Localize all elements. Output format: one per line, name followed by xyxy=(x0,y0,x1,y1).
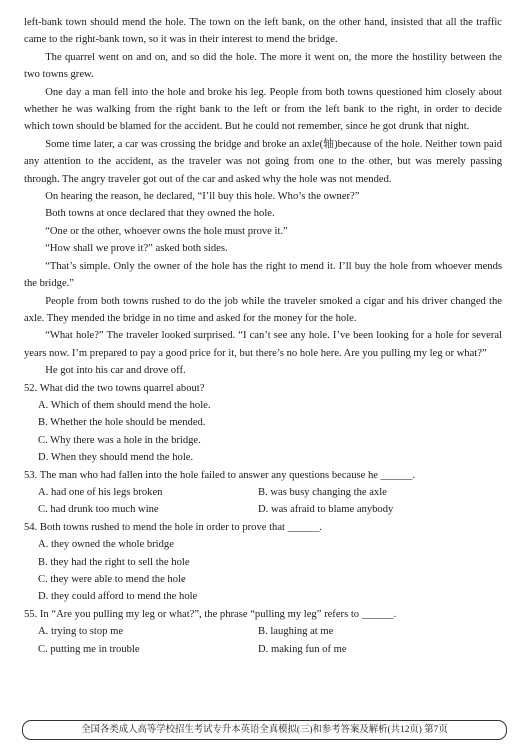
question-52 xyxy=(24,380,502,467)
answer-option: B. was busy changing the axle xyxy=(258,486,387,498)
passage-paragraph: He got into his car and drove off. xyxy=(45,365,186,377)
options-row xyxy=(24,484,502,501)
passage-paragraph: “That’s simple. Only the owner of the hole has the right to mend it. I’ll buy the hole from whoever mends the bridge.” xyxy=(24,260,502,290)
answer-option: D. they could afford to mend the hole xyxy=(38,591,198,603)
passage-paragraph: The quarrel went on and on, and so did the hole. The more it went on, the more the hostility between the two towns grew. xyxy=(24,51,502,81)
answer-option: C. putting me in trouble xyxy=(38,643,140,655)
exam-page xyxy=(24,14,502,658)
question-55 xyxy=(24,606,502,658)
question-stem: 55. In “Are you pulling my leg or what?”, the phrase “pulling my leg” refers to ______. xyxy=(24,608,397,620)
answer-option: A. trying to stop me xyxy=(38,626,124,638)
answer-option: B. they had the right to sell the hole xyxy=(38,556,190,568)
passage-paragraph: People from both towns rushed to do the job while the traveler smoked a cigar and his driver changed the axle. They mended the bridge in no time and asked for the money for the hole. xyxy=(24,295,502,324)
answer-option: A. Which of them should mend the hole. xyxy=(38,399,211,411)
question-stem: 53. The man who had fallen into the hole failed to answer any questions because he ______. xyxy=(24,469,416,481)
answer-option: A. had one of his legs broken xyxy=(38,486,163,498)
options-row xyxy=(24,641,502,658)
passage-paragraph: Both towns at once declared that they owned the hole. xyxy=(45,208,275,220)
page-footer: 全国各类成人高等学校招生考试专升本英语全真模拟(三)和参考答案及解析(共12页) 第7页 xyxy=(22,720,507,740)
passage-paragraph: “One or the other, whoever owns the hole must prove it.” xyxy=(45,225,288,237)
passage-paragraph: “How shall we prove it?” asked both sides. xyxy=(45,243,228,255)
answer-option: D. was afraid to blame anybody xyxy=(258,504,394,516)
answer-option: A. they owned the whole bridge xyxy=(38,539,174,551)
passage-paragraph: On hearing the reason, he declared, “I’ll buy this hole. Who’s the owner?” xyxy=(45,191,360,203)
options-row xyxy=(24,623,502,640)
answer-option: B. laughing at me xyxy=(258,626,334,638)
question-54 xyxy=(24,519,502,606)
question-stem: 54. Both towns rushed to mend the hole in order to prove that ______. xyxy=(24,521,323,533)
passage-paragraph: One day a man fell into the hole and broke his leg. People from both towns questioned him closely about whether he was walking from the right bank to the left or from the left bank to the right, in order to decide which town should be blamed for the accident. But he could not remember, since he got drunk that night. xyxy=(24,86,502,133)
answer-option: C. they were able to mend the hole xyxy=(38,574,186,585)
question-stem: 52. What did the two towns quarrel about? xyxy=(24,382,205,394)
answer-option: C. had drunk too much wine xyxy=(38,504,159,516)
passage-paragraph-continued: left-bank town should mend the hole. The town on the left bank, on the other hand, insisted that all the traffic came to the right-bank town, so it was in their interest to mend the bridge. xyxy=(24,17,502,46)
answer-option: D. making fun of me xyxy=(258,643,347,655)
options-row xyxy=(24,501,502,518)
question-53 xyxy=(24,467,502,519)
answer-option: B. Whether the hole should be mended. xyxy=(38,417,206,429)
passage-paragraph: Some time later, a car was crossing the bridge and broke an axle(轴)because of the hole. Neither town paid any attention to the accident, as the traveler was not going from one to the other, but was merely passing through. The angry traveler got out of the car and asked why the hole was not mended. xyxy=(24,138,502,185)
answer-option: D. When they should mend the hole. xyxy=(38,452,194,464)
passage-paragraph: “What hole?” The traveler looked surprised. “I can’t see any hole. I’ve been looking for a hole for several years now. I’m prepared to pay a good price for it, but there’s no hole here. Are you pulling my leg or what?” xyxy=(24,330,502,359)
answer-option: C. Why there was a hole in the bridge. xyxy=(38,434,201,446)
